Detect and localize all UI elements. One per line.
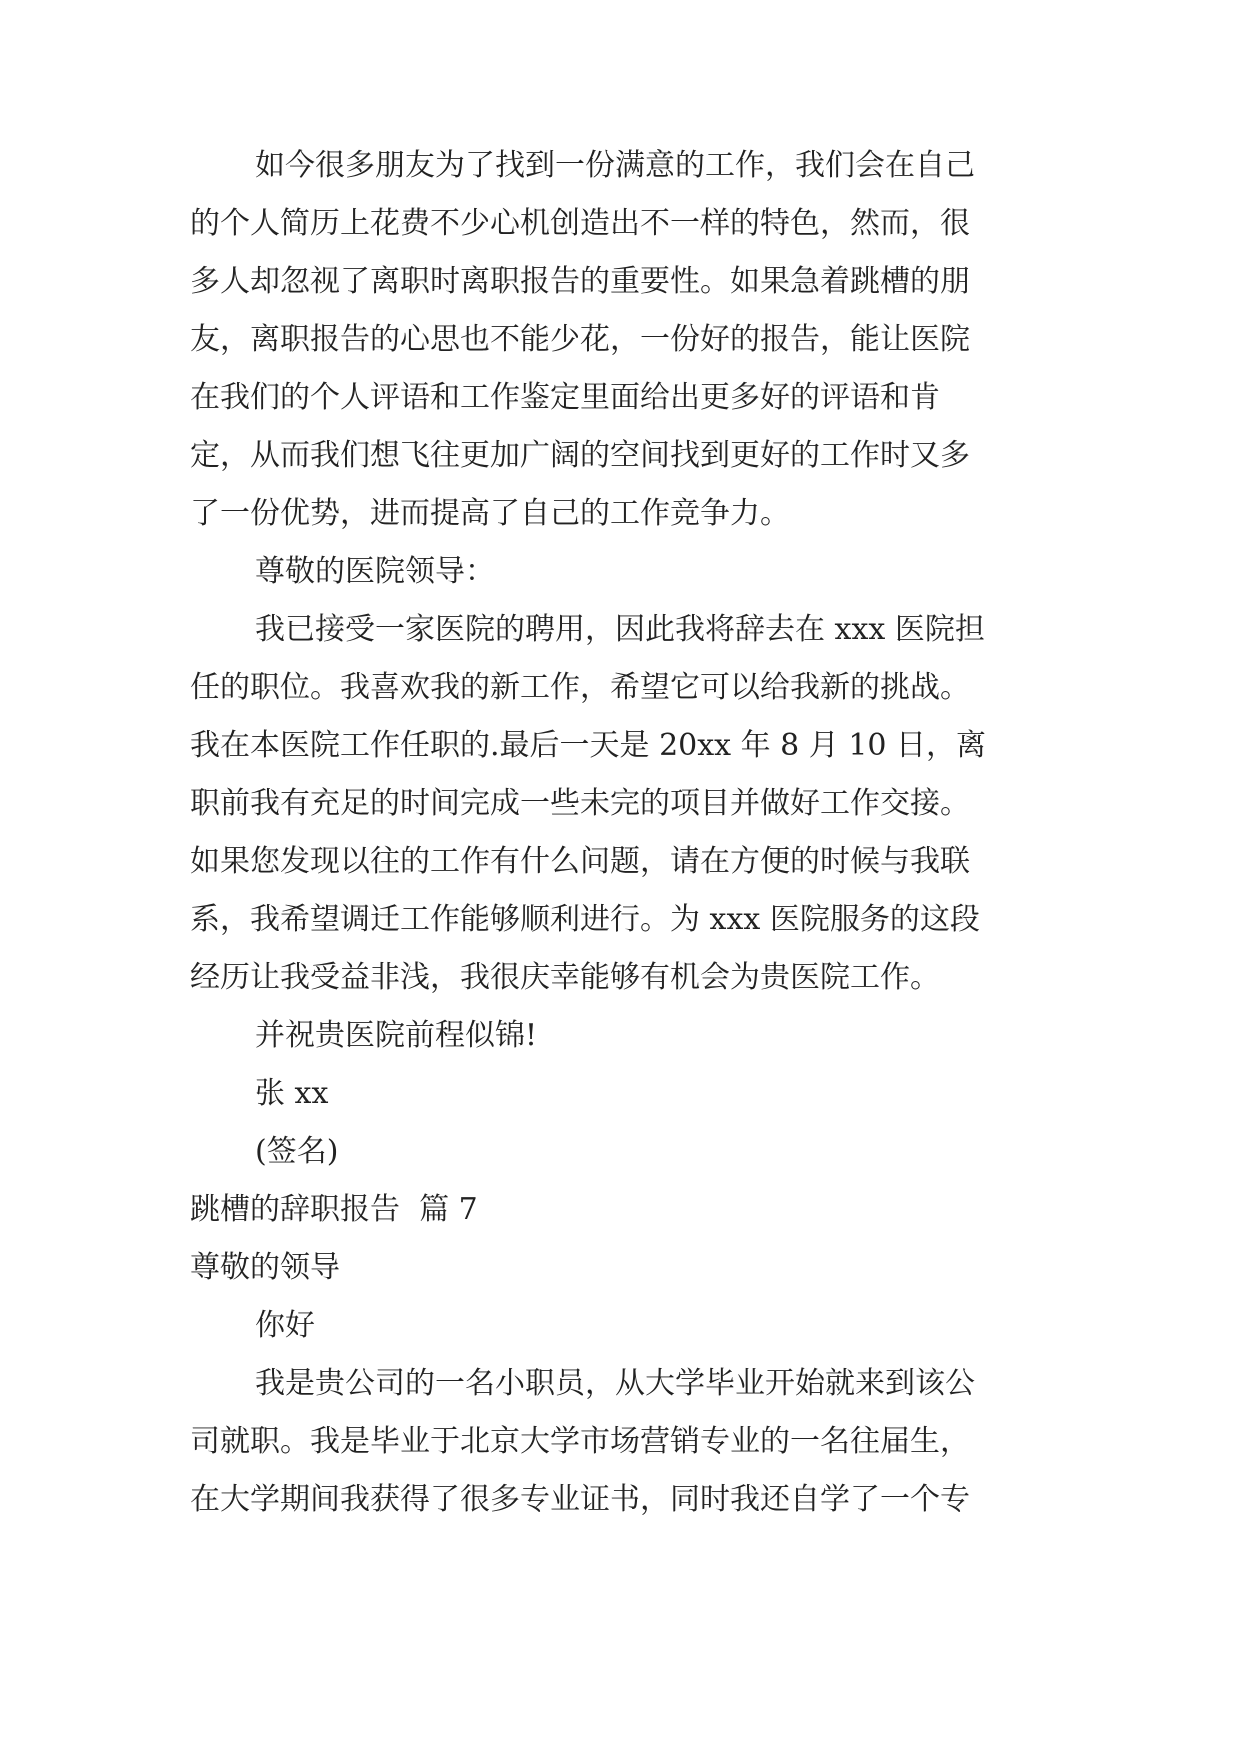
intro-line: 定，从而我们想飞往更加广阔的空间找到更好的工作时又多	[190, 438, 970, 473]
intro-line: 的个人简历上花费不少心机创造出不一样的特色，然而，很	[190, 206, 970, 241]
closing-line: 并祝贵医院前程似锦!	[255, 1018, 538, 1053]
signer-name: 张 xx	[255, 1076, 329, 1111]
section-title: 跳槽的辞职报告 篇 7	[190, 1192, 478, 1227]
section-hello: 你好	[255, 1308, 315, 1343]
body-line: 任的职位。我喜欢我的新工作，希望它可以给我新的挑战。	[190, 670, 970, 705]
letter-greeting: 尊敬的医院领导：	[255, 554, 495, 589]
intro-line: 在我们的个人评语和工作鉴定里面给出更多好的评语和肯	[190, 380, 940, 415]
body-line: 系，我希望调迁工作能够顺利进行。为 xxx 医院服务的这段	[190, 902, 980, 937]
section-line: 司就职。我是毕业于北京大学市场营销专业的一名往届生，	[190, 1424, 970, 1459]
section-greeting: 尊敬的领导	[190, 1250, 340, 1285]
section-line: 我是贵公司的一名小职员，从大学毕业开始就来到该公	[255, 1366, 975, 1401]
body-line: 职前我有充足的时间完成一些未完的项目并做好工作交接。	[190, 786, 970, 821]
section-line: 在大学期间我获得了很多专业证书，同时我还自学了一个专	[190, 1482, 970, 1517]
intro-line: 了一份优势，进而提高了自己的工作竞争力。	[190, 496, 790, 531]
body-line: 如果您发现以往的工作有什么问题，请在方便的时候与我联	[190, 844, 970, 879]
signature-note: (签名)	[255, 1134, 339, 1169]
body-line: 我已接受一家医院的聘用，因此我将辞去在 xxx 医院担	[255, 612, 985, 647]
body-line: 我在本医院工作任职的.最后一天是 20xx 年 8 月 10 日，离	[190, 728, 987, 763]
intro-line: 多人却忽视了离职时离职报告的重要性。如果急着跳槽的朋	[190, 264, 970, 299]
intro-line: 友，离职报告的心思也不能少花，一份好的报告，能让医院	[190, 322, 970, 357]
intro-line: 如今很多朋友为了找到一份满意的工作，我们会在自己	[255, 148, 975, 183]
body-line: 经历让我受益非浅，我很庆幸能够有机会为贵医院工作。	[190, 960, 940, 995]
